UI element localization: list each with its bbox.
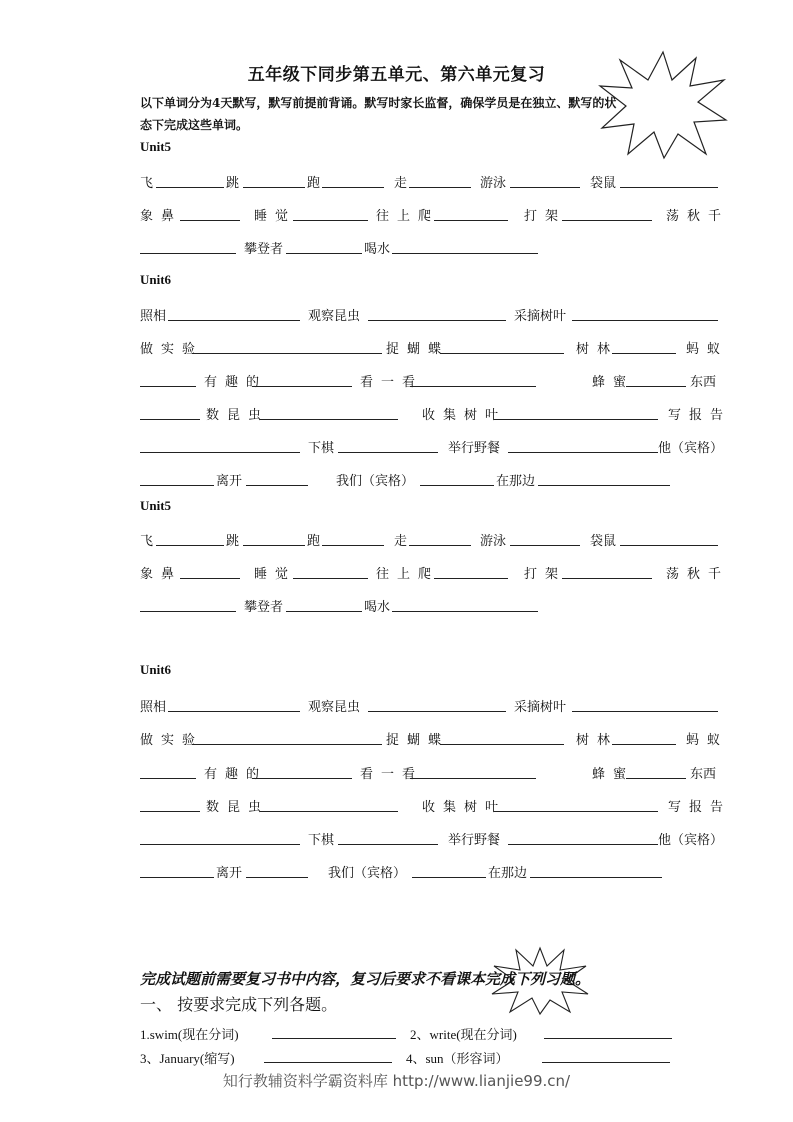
unit6-row-3 (140, 371, 718, 391)
answer-blank[interactable] (530, 877, 662, 878)
answer-blank[interactable] (140, 811, 200, 812)
answer-blank[interactable] (410, 778, 536, 779)
word-label: 东西 (690, 767, 717, 782)
word-label: 蜂蜜 (592, 375, 635, 390)
word-label: 跳 (226, 176, 240, 191)
unit6-row-1 (140, 305, 718, 325)
section-heading: 一、 按要求完成下列各题。 (140, 995, 338, 1014)
answer-blank[interactable] (260, 419, 398, 420)
answer-blank[interactable] (140, 778, 196, 779)
answer-blank[interactable] (440, 744, 564, 745)
word-label: 下棋 (308, 441, 335, 456)
answer-blank[interactable] (612, 744, 676, 745)
word-label: 做实验 (140, 733, 204, 748)
word-label: 离开 (216, 866, 243, 881)
answer-blank[interactable] (494, 811, 658, 812)
question-4: 4、sun（形容词） (406, 1051, 509, 1066)
answer-blank[interactable] (286, 611, 362, 612)
word-label: 树林 (576, 342, 619, 357)
word-label: 游泳 (480, 534, 507, 549)
word-label: 蚂蚁 (686, 342, 729, 357)
word-label: 我们（宾格） (328, 866, 407, 881)
answer-blank[interactable] (322, 545, 384, 546)
answer-blank[interactable] (392, 253, 538, 254)
question-2: 2、write(现在分词) (410, 1027, 517, 1042)
answer-blank[interactable] (494, 419, 658, 420)
word-label: 跳 (226, 534, 240, 549)
word-label: 做实验 (140, 342, 204, 357)
word-label: 东西 (690, 375, 717, 390)
answer-blank[interactable] (368, 711, 506, 712)
unit6-row-5 (140, 437, 724, 457)
unit6-row-6 (140, 862, 718, 882)
question-3: 3、January(缩写) (140, 1051, 235, 1066)
answer-blank[interactable] (392, 611, 538, 612)
answer-blank[interactable] (434, 578, 508, 579)
word-label: 我们（宾格） (336, 474, 415, 489)
word-label: 有趣的 (204, 767, 268, 782)
answer-blank[interactable] (420, 485, 494, 486)
word-label: 跑 (307, 534, 321, 549)
word-label: 照相 (140, 309, 167, 324)
word-label: 走 (394, 176, 408, 191)
word-label: 睡觉 (254, 209, 297, 224)
word-label: 捉蝴蝶 (386, 342, 450, 357)
word-label: 在那边 (496, 474, 536, 489)
answer-blank[interactable] (168, 711, 300, 712)
word-label: 在那边 (488, 866, 528, 881)
answer-blank[interactable] (140, 386, 196, 387)
word-label: 采摘树叶 (514, 700, 567, 715)
word-label: 举行野餐 (448, 441, 501, 456)
answer-blank[interactable] (562, 578, 652, 579)
answer-blank[interactable] (246, 485, 308, 486)
word-label: 袋鼠 (590, 176, 617, 191)
answer-blank[interactable] (409, 187, 471, 188)
answer-blank[interactable] (510, 545, 580, 546)
word-label: 往上爬 (376, 209, 440, 224)
answer-blank[interactable] (409, 545, 471, 546)
word-label: 他（宾格） (658, 441, 724, 456)
word-label: 攀登者 (244, 242, 284, 257)
unit6-heading: Unit6 (140, 662, 172, 677)
answer-blank[interactable] (538, 485, 670, 486)
answer-blank[interactable] (620, 545, 718, 546)
answer-blank[interactable] (140, 452, 300, 453)
answer-blank[interactable] (180, 578, 240, 579)
answer-blank[interactable] (252, 778, 352, 779)
unit6-row-6 (140, 470, 718, 490)
answer-blank[interactable] (338, 452, 438, 453)
word-label: 观察昆虫 (308, 309, 361, 324)
answer-blank[interactable] (192, 353, 382, 354)
unit5-row-2 (140, 205, 730, 225)
answer-blank[interactable] (412, 877, 486, 878)
unit5-row-2 (140, 563, 730, 583)
answer-blank[interactable] (508, 844, 658, 845)
answer-blank[interactable] (293, 220, 368, 221)
unit6-heading: Unit6 (140, 272, 172, 287)
answer-blank[interactable] (338, 844, 438, 845)
answer-blank[interactable] (620, 187, 718, 188)
word-label: 写报告 (668, 800, 732, 815)
word-label: 照相 (140, 700, 167, 715)
word-label: 采摘树叶 (514, 309, 567, 324)
answer-blank[interactable] (140, 253, 236, 254)
word-label: 离开 (216, 474, 243, 489)
unit5-row-3 (140, 238, 718, 258)
answer-blank[interactable] (272, 1038, 396, 1039)
word-label: 跑 (307, 176, 321, 191)
intro-text: 以下单词分为4天默写，默写前提前背诵。默写时家长监督，确保学员是在独立、默写的状态下完成这些单词。 (140, 96, 617, 132)
answer-blank[interactable] (286, 253, 362, 254)
word-label: 走 (394, 534, 408, 549)
word-label: 喝水 (364, 600, 391, 615)
word-label: 数昆虫 (206, 800, 270, 815)
word-label: 打架 (524, 567, 567, 582)
answer-blank[interactable] (252, 386, 352, 387)
unit6-row-4 (140, 796, 732, 816)
word-label: 观察昆虫 (308, 700, 361, 715)
unit6-row-2 (140, 338, 729, 358)
unit6-row-2 (140, 729, 729, 749)
instruction-note: 完成试题前需要复习书中内容，复习后要求不看课本完成下列习题。 (140, 970, 591, 988)
answer-blank[interactable] (192, 744, 382, 745)
unit5-row-3 (140, 596, 718, 616)
word-label: 飞 (140, 534, 154, 549)
answer-blank[interactable] (572, 711, 718, 712)
footer-watermark: 知行教辅资料学霸资料库 http://www.lianjie99.cn/ (222, 1072, 571, 1090)
answer-blank[interactable] (626, 386, 686, 387)
word-label: 喝水 (364, 242, 391, 257)
word-label: 象鼻 (140, 567, 183, 582)
answer-blank[interactable] (410, 386, 536, 387)
answer-blank[interactable] (156, 545, 224, 546)
word-label: 他（宾格） (658, 833, 724, 848)
answer-blank[interactable] (140, 877, 214, 878)
answer-blank[interactable] (626, 778, 686, 779)
answer-blank[interactable] (562, 220, 652, 221)
word-label: 树林 (576, 733, 619, 748)
unit5-row-1 (140, 172, 718, 192)
word-label: 收集树叶 (422, 800, 507, 815)
answer-blank[interactable] (260, 811, 398, 812)
answer-blank[interactable] (322, 187, 384, 188)
unit6-row-3 (140, 763, 718, 783)
question-1: 1.swim(现在分词) (140, 1027, 239, 1042)
unit6-row-1 (140, 696, 718, 716)
word-label: 蜂蜜 (592, 767, 635, 782)
answer-blank[interactable] (243, 187, 305, 188)
word-label: 往上爬 (376, 567, 440, 582)
word-label: 举行野餐 (448, 833, 501, 848)
answer-blank[interactable] (508, 452, 658, 453)
word-label: 捉蝴蝶 (386, 733, 450, 748)
answer-blank[interactable] (168, 320, 300, 321)
page-title: 五年级下同步第五单元、第六单元复习 (247, 65, 546, 85)
word-label: 写报告 (668, 408, 732, 423)
unit5-heading: Unit5 (140, 139, 172, 154)
word-label: 收集树叶 (422, 408, 507, 423)
answer-blank[interactable] (293, 578, 368, 579)
word-label: 飞 (140, 176, 154, 191)
answer-blank[interactable] (510, 187, 580, 188)
answer-blank[interactable] (612, 353, 676, 354)
word-label: 荡秋千 (666, 567, 730, 582)
answer-blank[interactable] (572, 320, 718, 321)
answer-blank[interactable] (140, 485, 214, 486)
answer-blank[interactable] (156, 187, 224, 188)
word-label: 看一看 (360, 767, 424, 782)
word-label: 数昆虫 (206, 408, 270, 423)
word-label: 有趣的 (204, 375, 268, 390)
answer-blank[interactable] (140, 611, 236, 612)
word-label: 袋鼠 (590, 534, 617, 549)
answer-blank[interactable] (246, 877, 308, 878)
unit5-row-1 (140, 530, 718, 550)
answer-blank[interactable] (544, 1038, 672, 1039)
unit5-heading: Unit5 (140, 498, 172, 513)
unit6-row-5 (140, 829, 724, 849)
word-label: 象鼻 (140, 209, 183, 224)
answer-blank[interactable] (368, 320, 506, 321)
answer-blank[interactable] (140, 419, 200, 420)
answer-blank[interactable] (542, 1062, 670, 1063)
word-label: 游泳 (480, 176, 507, 191)
word-label: 荡秋千 (666, 209, 730, 224)
word-label: 蚂蚁 (686, 733, 729, 748)
answer-blank[interactable] (440, 353, 564, 354)
answer-blank[interactable] (264, 1062, 392, 1063)
unit6-row-4 (140, 404, 732, 424)
word-label: 下棋 (308, 833, 335, 848)
answer-blank[interactable] (243, 545, 305, 546)
word-label: 攀登者 (244, 600, 284, 615)
answer-blank[interactable] (434, 220, 508, 221)
word-label: 睡觉 (254, 567, 297, 582)
word-label: 打架 (524, 209, 567, 224)
answer-blank[interactable] (180, 220, 240, 221)
answer-blank[interactable] (140, 844, 300, 845)
word-label: 看一看 (360, 375, 424, 390)
